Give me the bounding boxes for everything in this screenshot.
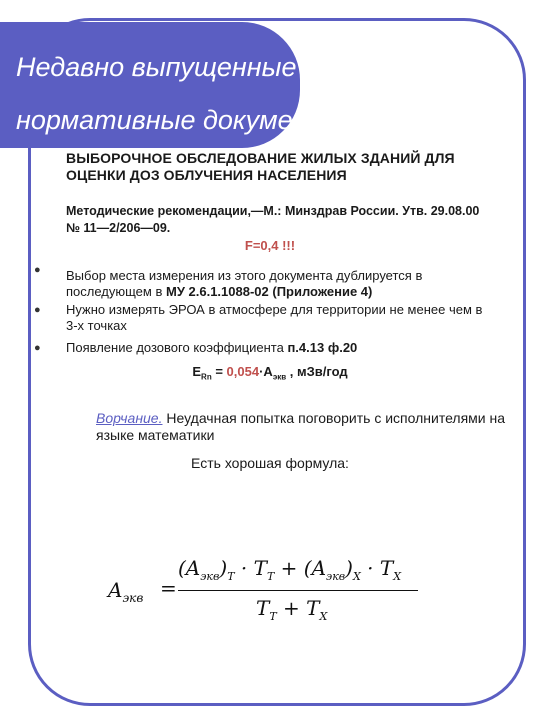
- bullet-text: Выбор места измерения из этого документа дублируется в последующем в: [66, 268, 423, 299]
- document-source: Методические рекомендации,—М.: Минздрав России. Утв. 29.08.00 № 11—2/206—09.: [66, 204, 480, 235]
- warning-lead: Ворчание.: [96, 410, 163, 426]
- formula-denominator: $T_T + T_X$: [256, 596, 328, 623]
- bullet-text: Появление дозового коэффициента: [66, 340, 288, 355]
- bullet-item-2: [66, 302, 486, 334]
- dose-unit: , мЗв/год: [286, 364, 348, 379]
- formula-equals: =: [160, 576, 177, 600]
- dose-a-sub: экв: [272, 372, 287, 382]
- f-value: F=0,4 !!!: [244, 238, 296, 253]
- dose-coef: 0,054: [226, 364, 260, 379]
- bullet-icon: ●: [34, 264, 41, 276]
- warning-text: Неудачная попытка поговорить с исполнителями на языке математики: [96, 410, 505, 443]
- banner-line-2: нормативные документы: [16, 105, 350, 135]
- bullet-icon: ●: [34, 342, 41, 354]
- document-title: ВЫБОРОЧНОЕ ОБСЛЕДОВАНИЕ ЖИЛЫХ ЗДАНИЙ ДЛЯ ОЦЕНКИ ДОЗ ОБЛУЧЕНИЯ НАСЕЛЕНИЯ: [66, 150, 455, 183]
- dose-formula: [0, 364, 540, 382]
- formula-numerator: $(A_{экв})_T \cdot T_T + (A_{экв})_X \cdot T_X$: [178, 556, 402, 583]
- formula-fraction-bar: [178, 590, 418, 591]
- dose-a: ·A: [259, 364, 273, 379]
- bullet-bold: п.4.13 ф.20: [287, 340, 358, 355]
- bullet-text: Нужно измерять ЭРОА в атмосфере для территории не менее чем в 3-х точках: [66, 302, 483, 333]
- warning-note: [96, 410, 516, 444]
- dose-eq: =: [211, 364, 227, 379]
- bullet-item-1: [66, 268, 486, 300]
- equivalent-activity-formula: [108, 556, 528, 636]
- banner-line-1: Недавно выпущенные: [16, 52, 297, 82]
- dose-e-sub: Rn: [201, 372, 212, 382]
- formula-lhs: $A_{экв}$: [108, 578, 144, 605]
- title-banner: [0, 22, 350, 148]
- bullet-icon: ●: [34, 304, 41, 316]
- dose-e: E: [192, 364, 202, 379]
- good-formula-label: Есть хорошая формула:: [191, 455, 349, 471]
- bullet-bold: МУ 2.6.1.1088-02 (Приложение 4): [165, 284, 373, 299]
- bullet-item-3: [66, 340, 486, 356]
